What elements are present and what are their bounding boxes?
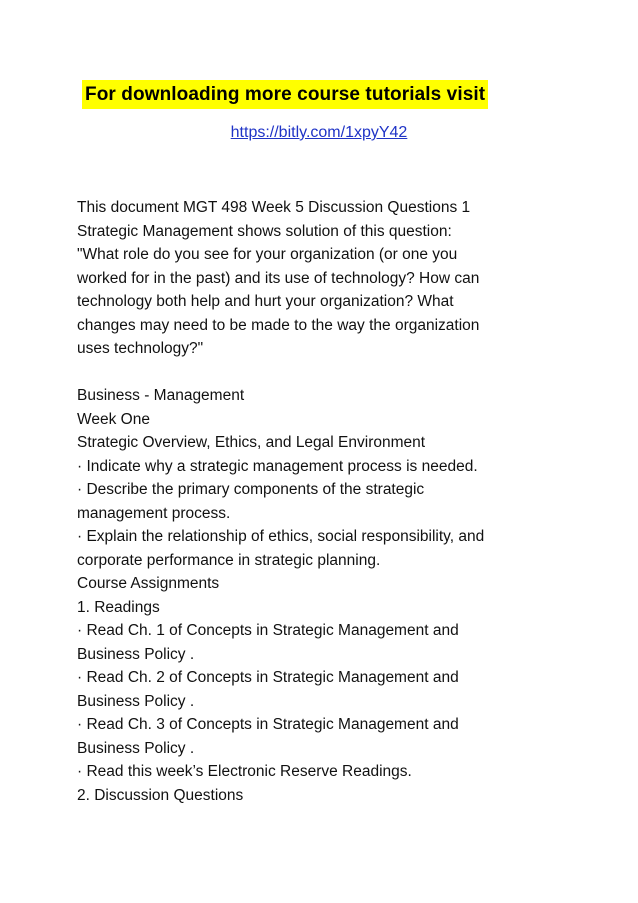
reading-item: · Read Ch. 1 of Concepts in Strategic Management and xyxy=(77,622,459,639)
week-topic: Strategic Overview, Ethics, and Legal Environment xyxy=(77,434,426,451)
objective-item: · Describe the primary components of the strategic xyxy=(77,481,425,498)
objective-item: · Indicate why a strategic management process is needed. xyxy=(77,457,478,475)
text-line: changes may need to be made to the way the organization xyxy=(77,316,480,334)
discussion-heading: 2. Discussion Questions xyxy=(77,786,244,804)
text-line: technology both help and hurt your organization? What xyxy=(77,293,454,310)
promo-headline: For downloading more course tutorials visit xyxy=(82,80,488,109)
paragraph-gap xyxy=(77,361,577,385)
document-body xyxy=(77,196,577,807)
tutorial-link[interactable]: https://bitly.com/1xpyY42 xyxy=(230,124,408,141)
intro-paragraph xyxy=(77,196,577,361)
text-line: Strategic Management shows solution of this question: xyxy=(77,222,452,240)
text-line: uses technology?" xyxy=(77,340,204,357)
reading-item: · Read this week’s Electronic Reserve Readings. xyxy=(77,763,412,780)
subject-heading: Business - Management xyxy=(77,387,245,404)
reading-item-continued: Business Policy . xyxy=(77,692,195,710)
reading-item: · Read Ch. 2 of Concepts in Strategic Management and xyxy=(77,669,459,686)
objective-item: · Explain the relationship of ethics, social responsibility, and xyxy=(77,528,485,545)
text-line: This document MGT 498 Week 5 Discussion Questions 1 xyxy=(77,199,471,216)
objective-item-continued: corporate performance in strategic planning. xyxy=(77,551,381,569)
reading-item-continued: Business Policy . xyxy=(77,739,195,757)
week-heading: Week One xyxy=(77,410,150,428)
readings-heading: 1. Readings xyxy=(77,598,160,616)
assignments-heading: Course Assignments xyxy=(77,575,220,592)
course-outline xyxy=(77,384,577,807)
reading-item-continued: Business Policy . xyxy=(77,645,195,663)
reading-item: · Read Ch. 3 of Concepts in Strategic Management and xyxy=(77,716,459,733)
objective-item-continued: management process. xyxy=(77,504,231,522)
text-line: "What role do you see for your organization (or one you xyxy=(77,246,458,263)
text-line: worked for in the past) and its use of technology? How can xyxy=(77,269,480,287)
